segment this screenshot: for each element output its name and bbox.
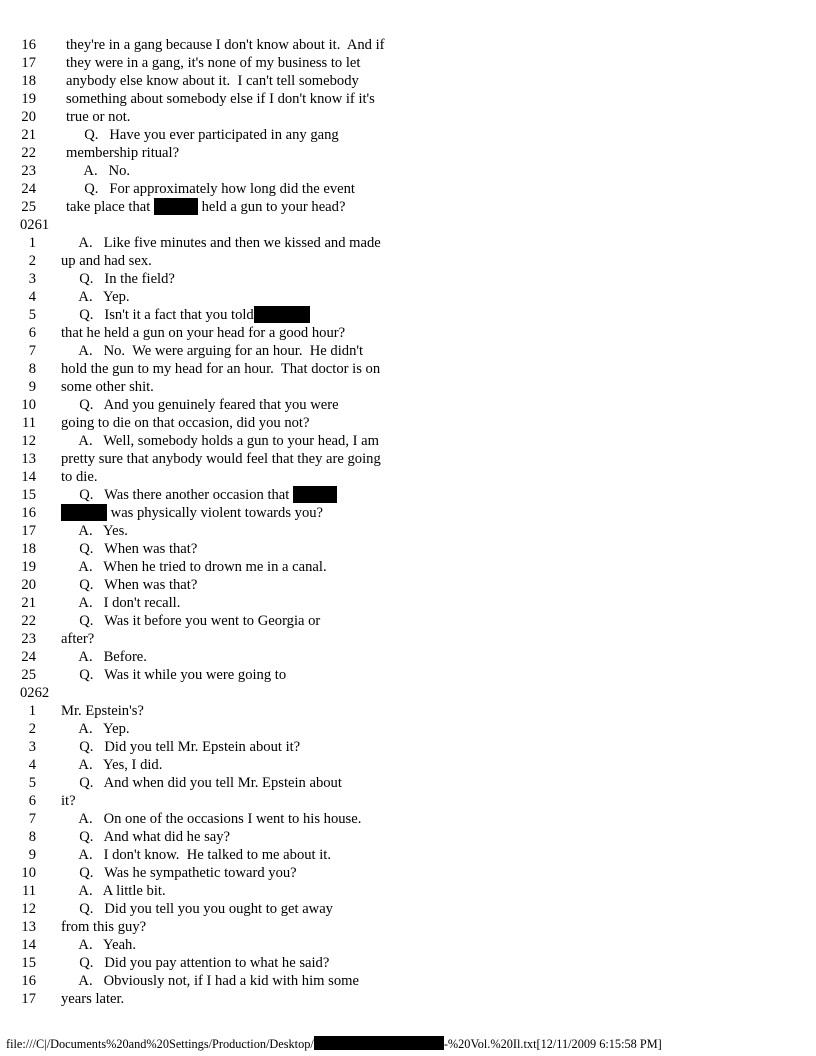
line-number: 22	[21, 613, 36, 629]
line-text	[61, 738, 300, 756]
line-text	[61, 972, 359, 990]
transcript-line	[0, 270, 816, 288]
line-number: 2	[28, 721, 36, 737]
line-number: 1	[28, 703, 36, 719]
transcript-line	[0, 864, 816, 882]
line-number: 23	[21, 163, 36, 179]
line-number: 16	[21, 505, 36, 521]
transcript-line	[0, 324, 816, 342]
text-segment: something about somebody else if I don't know if it's	[66, 91, 375, 107]
line-number: 25	[21, 199, 36, 215]
line-number: 11	[21, 415, 36, 431]
line-text	[61, 576, 197, 594]
line-number: 24	[21, 181, 36, 197]
line-number: 17	[21, 523, 36, 539]
transcript-line	[0, 36, 816, 54]
line-text	[66, 36, 385, 54]
text-segment: they were in a gang, it's none of my business to let	[66, 55, 361, 71]
line-text	[61, 918, 146, 936]
line-number: 10	[21, 865, 36, 881]
line-number: 8	[28, 361, 36, 377]
line-text	[61, 882, 166, 900]
line-number: 16	[21, 973, 36, 989]
transcript-line	[0, 666, 816, 684]
line-number: 21	[21, 595, 36, 611]
line-number: 1	[28, 235, 36, 251]
line-number: 13	[21, 919, 36, 935]
text-segment: after?	[61, 631, 95, 647]
text-segment: A. I don't know. He talked to me about it.	[61, 847, 332, 863]
line-text	[61, 702, 144, 720]
text-segment: A. Yeah.	[61, 937, 137, 953]
line-number: 18	[21, 541, 36, 557]
line-text	[66, 162, 130, 180]
transcript-line	[0, 990, 816, 1008]
page-marker	[0, 216, 816, 234]
text-segment: Q. Did you pay attention to what he said?	[61, 955, 330, 971]
line-number: 24	[21, 649, 36, 665]
text-segment: A. A little bit.	[61, 883, 166, 899]
text-segment: A. I don't recall.	[61, 595, 181, 611]
text-segment: Q. Was it before you went to Georgia or	[61, 613, 321, 629]
text-segment: Q. For approximately how long did the event	[66, 181, 355, 197]
text-segment: Q. In the field?	[61, 271, 175, 287]
redaction-block	[314, 1036, 444, 1050]
line-text	[61, 594, 180, 612]
line-number: 7	[28, 811, 36, 827]
line-text	[61, 954, 329, 972]
line-text	[61, 504, 323, 522]
line-text	[61, 666, 286, 684]
text-segment: was physically violent towards you?	[107, 505, 324, 521]
transcript-line	[0, 738, 816, 756]
transcript-line	[0, 144, 816, 162]
redaction-block	[254, 306, 310, 323]
transcript-line	[0, 90, 816, 108]
text-segment: Q. When was that?	[61, 577, 198, 593]
transcript-line	[0, 378, 816, 396]
line-number: 4	[28, 757, 36, 773]
text-segment: hold the gun to my head for an hour. That doctor is on	[61, 361, 381, 377]
line-text	[61, 648, 147, 666]
line-number: 5	[28, 775, 36, 791]
line-text	[61, 234, 381, 252]
transcript-line	[0, 342, 816, 360]
text-segment: Q. And what did he say?	[61, 829, 231, 845]
transcript-line	[0, 252, 816, 270]
transcript-line	[0, 486, 816, 504]
text-segment: A. Like five minutes and then we kissed and made	[61, 235, 381, 251]
line-number: 20	[21, 577, 36, 593]
text-segment: true or not.	[66, 109, 131, 125]
line-number: 10	[21, 397, 36, 413]
transcript-line	[0, 594, 816, 612]
line-text	[66, 180, 355, 198]
line-number: 5	[28, 307, 36, 323]
text-segment: A. Before.	[61, 649, 147, 665]
transcript-line	[0, 810, 816, 828]
text-segment: A. Obviously not, if I had a kid with him some	[61, 973, 359, 989]
line-number: 2	[28, 253, 36, 269]
line-number: 11	[21, 883, 36, 899]
line-text	[61, 360, 380, 378]
transcript-line	[0, 774, 816, 792]
line-number: 8	[28, 829, 36, 845]
line-number: 12	[21, 433, 36, 449]
line-text	[66, 72, 359, 90]
line-number: 20	[21, 109, 36, 125]
transcript-line	[0, 180, 816, 198]
transcript-line	[0, 918, 816, 936]
text-segment: Mr. Epstein's?	[61, 703, 144, 719]
text-segment: membership ritual?	[66, 145, 180, 161]
line-number: 6	[28, 793, 36, 809]
text-segment: Q. When was that?	[61, 541, 198, 557]
transcript-line	[0, 72, 816, 90]
transcript-line	[0, 648, 816, 666]
line-text	[61, 936, 136, 954]
text-segment: Q. Did you tell you you ought to get away	[61, 901, 333, 917]
transcript-line	[0, 936, 816, 954]
line-number: 16	[21, 37, 36, 53]
text-segment: A. On one of the occasions I went to his house.	[61, 811, 362, 827]
line-text	[61, 522, 128, 540]
line-text	[61, 792, 76, 810]
text-segment: A. No. We were arguing for an hour. He didn't	[61, 343, 364, 359]
transcript-line	[0, 432, 816, 450]
line-text	[61, 990, 124, 1008]
transcript-line	[0, 630, 816, 648]
line-text	[61, 558, 327, 576]
transcript-line	[0, 396, 816, 414]
text-segment: some other shit.	[61, 379, 154, 395]
text-segment: A. Yep.	[61, 721, 130, 737]
transcript-line	[0, 756, 816, 774]
line-text	[66, 54, 360, 72]
transcript-line	[0, 306, 816, 324]
text-segment: Q. Isn't it a fact that you told	[61, 307, 254, 323]
text-segment: Q. Was there another occasion that	[61, 487, 293, 503]
transcript-line	[0, 720, 816, 738]
transcript-line	[0, 576, 816, 594]
line-text	[61, 486, 337, 504]
text-segment: take place that	[66, 199, 154, 215]
transcript-line	[0, 468, 816, 486]
line-text	[61, 342, 363, 360]
text-segment: Q. And you genuinely feared that you were	[61, 397, 339, 413]
transcript-line	[0, 954, 816, 972]
line-text	[66, 144, 179, 162]
line-text	[66, 108, 130, 126]
transcript-line	[0, 702, 816, 720]
line-text	[61, 846, 331, 864]
file-path-footer	[6, 1036, 662, 1052]
line-number: 6	[28, 325, 36, 341]
line-text	[61, 828, 230, 846]
text-segment: Q. And when did you tell Mr. Epstein about	[61, 775, 342, 791]
transcript-line	[0, 504, 816, 522]
line-number: 13	[21, 451, 36, 467]
line-text	[66, 198, 345, 216]
line-text	[61, 900, 333, 918]
text-segment: pretty sure that anybody would feel that they are going	[61, 451, 381, 467]
transcript-line	[0, 540, 816, 558]
line-text	[61, 450, 381, 468]
transcript-line	[0, 162, 816, 180]
text-segment: A. Yep.	[61, 289, 130, 305]
line-text	[61, 432, 379, 450]
line-number: 25	[21, 667, 36, 683]
text-segment: it?	[61, 793, 76, 809]
text-segment: up and had sex.	[61, 253, 152, 269]
text-segment: held a gun to your head?	[197, 199, 346, 215]
text-segment: Q. Was it while you were going to	[61, 667, 287, 683]
line-number: 9	[28, 379, 36, 395]
line-number: 23	[21, 631, 36, 647]
line-number: 3	[28, 271, 36, 287]
text-segment: from this guy?	[61, 919, 147, 935]
line-number: 14	[21, 937, 36, 953]
text-segment: A. Yes.	[61, 523, 128, 539]
transcript-line	[0, 198, 816, 216]
text-segment: they're in a gang because I don't know about it. And if	[66, 37, 385, 53]
line-number: 0262	[20, 685, 50, 701]
line-number: 12	[21, 901, 36, 917]
transcript-line	[0, 450, 816, 468]
line-text	[61, 414, 309, 432]
transcript-line	[0, 234, 816, 252]
line-text	[61, 252, 152, 270]
transcript-line	[0, 828, 816, 846]
text-segment: that he held a gun on your head for a good hour?	[61, 325, 346, 341]
transcript-line	[0, 900, 816, 918]
transcript-line	[0, 288, 816, 306]
redaction-block	[293, 486, 337, 503]
line-number: 17	[21, 55, 36, 71]
transcript-line	[0, 846, 816, 864]
page-marker	[0, 684, 816, 702]
text-segment: Q. Was he sympathetic toward you?	[61, 865, 297, 881]
footer-path-prefix: file:///C|/Documents%20and%20Settings/Production/Desktop/	[6, 1037, 314, 1051]
line-number: 3	[28, 739, 36, 755]
line-text	[61, 396, 339, 414]
line-number: 19	[21, 559, 36, 575]
line-text	[61, 810, 361, 828]
line-number: 21	[21, 127, 36, 143]
text-segment: A. Yes, I did.	[61, 757, 163, 773]
transcript-line	[0, 792, 816, 810]
line-number: 17	[21, 991, 36, 1007]
transcript-line	[0, 126, 816, 144]
footer-path-suffix: -%20Vol.%20Il.txt[12/11/2009 6:15:58 PM]	[443, 1037, 662, 1051]
line-text	[61, 540, 197, 558]
transcript-line	[0, 414, 816, 432]
line-text	[61, 288, 130, 306]
transcript-line	[0, 558, 816, 576]
line-number: 18	[21, 73, 36, 89]
line-text	[61, 720, 130, 738]
line-text	[61, 774, 342, 792]
line-text	[61, 270, 175, 288]
line-number: 15	[21, 955, 36, 971]
redaction-block	[154, 198, 198, 215]
line-number: 9	[28, 847, 36, 863]
text-segment: Q. Have you ever participated in any gang	[66, 127, 339, 143]
line-number: 14	[21, 469, 36, 485]
line-text	[61, 324, 345, 342]
line-number: 7	[28, 343, 36, 359]
text-segment: to die.	[61, 469, 98, 485]
transcript-line	[0, 972, 816, 990]
line-text	[61, 306, 310, 324]
line-number: 15	[21, 487, 36, 503]
line-number: 4	[28, 289, 36, 305]
line-text	[66, 126, 339, 144]
transcript-line	[0, 54, 816, 72]
transcript-line	[0, 612, 816, 630]
text-segment: going to die on that occasion, did you not?	[61, 415, 310, 431]
line-number: 19	[21, 91, 36, 107]
line-text	[61, 864, 297, 882]
text-segment: A. Well, somebody holds a gun to your head, I am	[61, 433, 379, 449]
line-text	[61, 630, 94, 648]
transcript-line	[0, 360, 816, 378]
transcript-line	[0, 108, 816, 126]
text-segment: anybody else know about it. I can't tell somebody	[66, 73, 359, 89]
transcript-page	[0, 36, 816, 1008]
line-text	[61, 612, 320, 630]
line-text	[61, 756, 162, 774]
line-text	[66, 90, 375, 108]
line-text	[61, 378, 154, 396]
line-number: 0261	[20, 217, 50, 233]
line-text	[61, 468, 97, 486]
transcript-line	[0, 882, 816, 900]
redaction-block	[61, 504, 107, 521]
text-segment: years later.	[61, 991, 125, 1007]
transcript-line	[0, 522, 816, 540]
text-segment: A. No.	[66, 163, 131, 179]
line-number: 22	[21, 145, 36, 161]
text-segment: A. When he tried to drown me in a canal.	[61, 559, 327, 575]
text-segment: Q. Did you tell Mr. Epstein about it?	[61, 739, 301, 755]
